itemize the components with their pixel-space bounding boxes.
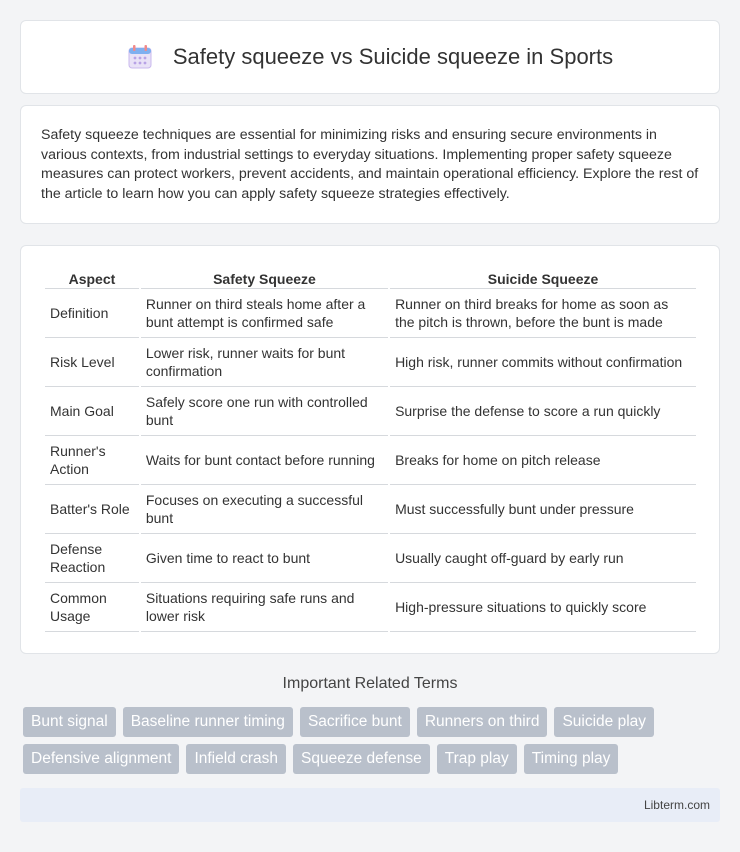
row-safety: Waits for bunt contact before running: [141, 436, 388, 485]
table-row: [45, 436, 696, 485]
row-suicide: Runner on third breaks for home as soon as the pitch is thrown, before the bunt is made: [390, 289, 696, 338]
row-aspect: Defense Reaction: [45, 534, 139, 583]
row-aspect: Batter's Role: [45, 485, 139, 534]
tag-baseline-runner-timing[interactable]: Baseline runner timing: [123, 707, 293, 737]
row-suicide: Surprise the defense to score a run quickly: [390, 387, 696, 436]
row-safety: Lower risk, runner waits for bunt confirmation: [141, 338, 388, 387]
table-row: [45, 338, 696, 387]
tag-timing-play[interactable]: Timing play: [524, 744, 619, 774]
tag-suicide-play[interactable]: Suicide play: [554, 707, 654, 737]
intro-card: [20, 105, 720, 224]
title-card: [20, 20, 720, 94]
footer: [20, 788, 720, 822]
footer-link[interactable]: Libterm.com: [643, 798, 710, 812]
row-aspect: Risk Level: [45, 338, 139, 387]
row-aspect: Common Usage: [45, 583, 139, 632]
header-aspect: Aspect: [45, 262, 139, 289]
row-suicide: Must successfully bunt under pressure: [390, 485, 696, 534]
table-row: [45, 583, 696, 632]
row-safety: Runner on third steals home after a bunt attempt is confirmed safe: [141, 289, 388, 338]
table-row: [45, 289, 696, 338]
tag-trap-play[interactable]: Trap play: [437, 744, 517, 774]
tag-bunt-signal[interactable]: Bunt signal: [23, 707, 116, 737]
row-suicide: High risk, runner commits without confirmation: [390, 338, 696, 387]
row-safety: Focuses on executing a successful bunt: [141, 485, 388, 534]
row-safety: Situations requiring safe runs and lower risk: [141, 583, 388, 632]
comparison-table: [43, 262, 698, 632]
table-row: [45, 387, 696, 436]
tag-squeeze-defense[interactable]: Squeeze defense: [293, 744, 430, 774]
row-suicide: High-pressure situations to quickly score: [390, 583, 696, 632]
header-suicide-squeeze: Suicide Squeeze: [390, 262, 696, 289]
tag-runners-on-third[interactable]: Runners on third: [417, 707, 548, 737]
row-safety: Given time to react to bunt: [141, 534, 388, 583]
row-aspect: Runner's Action: [45, 436, 139, 485]
calendar-icon: [127, 44, 153, 70]
row-aspect: Main Goal: [45, 387, 139, 436]
comparison-table-card: [20, 245, 720, 654]
page-title: Safety squeeze vs Suicide squeeze in Sports: [172, 44, 614, 69]
row-suicide: Breaks for home on pitch release: [390, 436, 696, 485]
intro-text: Safety squeeze techniques are essential for minimizing risks and ensuring secure environments in various contexts, from industrial settings to everyday situations. Implementing proper safety squeeze measures can protect workers, prevent accidents, and maintain operational efficiency. Explore the rest of the article to learn how you can apply safety squeeze strategies effectively.: [41, 127, 699, 202]
header-safety-squeeze: Safety Squeeze: [141, 262, 388, 289]
related-terms-tags: [23, 707, 723, 774]
tag-infield-crash[interactable]: Infield crash: [186, 744, 286, 774]
table-row: [45, 534, 696, 583]
related-terms-title: Important Related Terms: [282, 675, 458, 692]
row-suicide: Usually caught off-guard by early run: [390, 534, 696, 583]
tag-sacrifice-bunt[interactable]: Sacrifice bunt: [300, 707, 410, 737]
table-header-row: [45, 262, 696, 289]
row-aspect: Definition: [45, 289, 139, 338]
tag-defensive-alignment[interactable]: Defensive alignment: [23, 744, 179, 774]
table-row: [45, 485, 696, 534]
row-safety: Safely score one run with controlled bunt: [141, 387, 388, 436]
